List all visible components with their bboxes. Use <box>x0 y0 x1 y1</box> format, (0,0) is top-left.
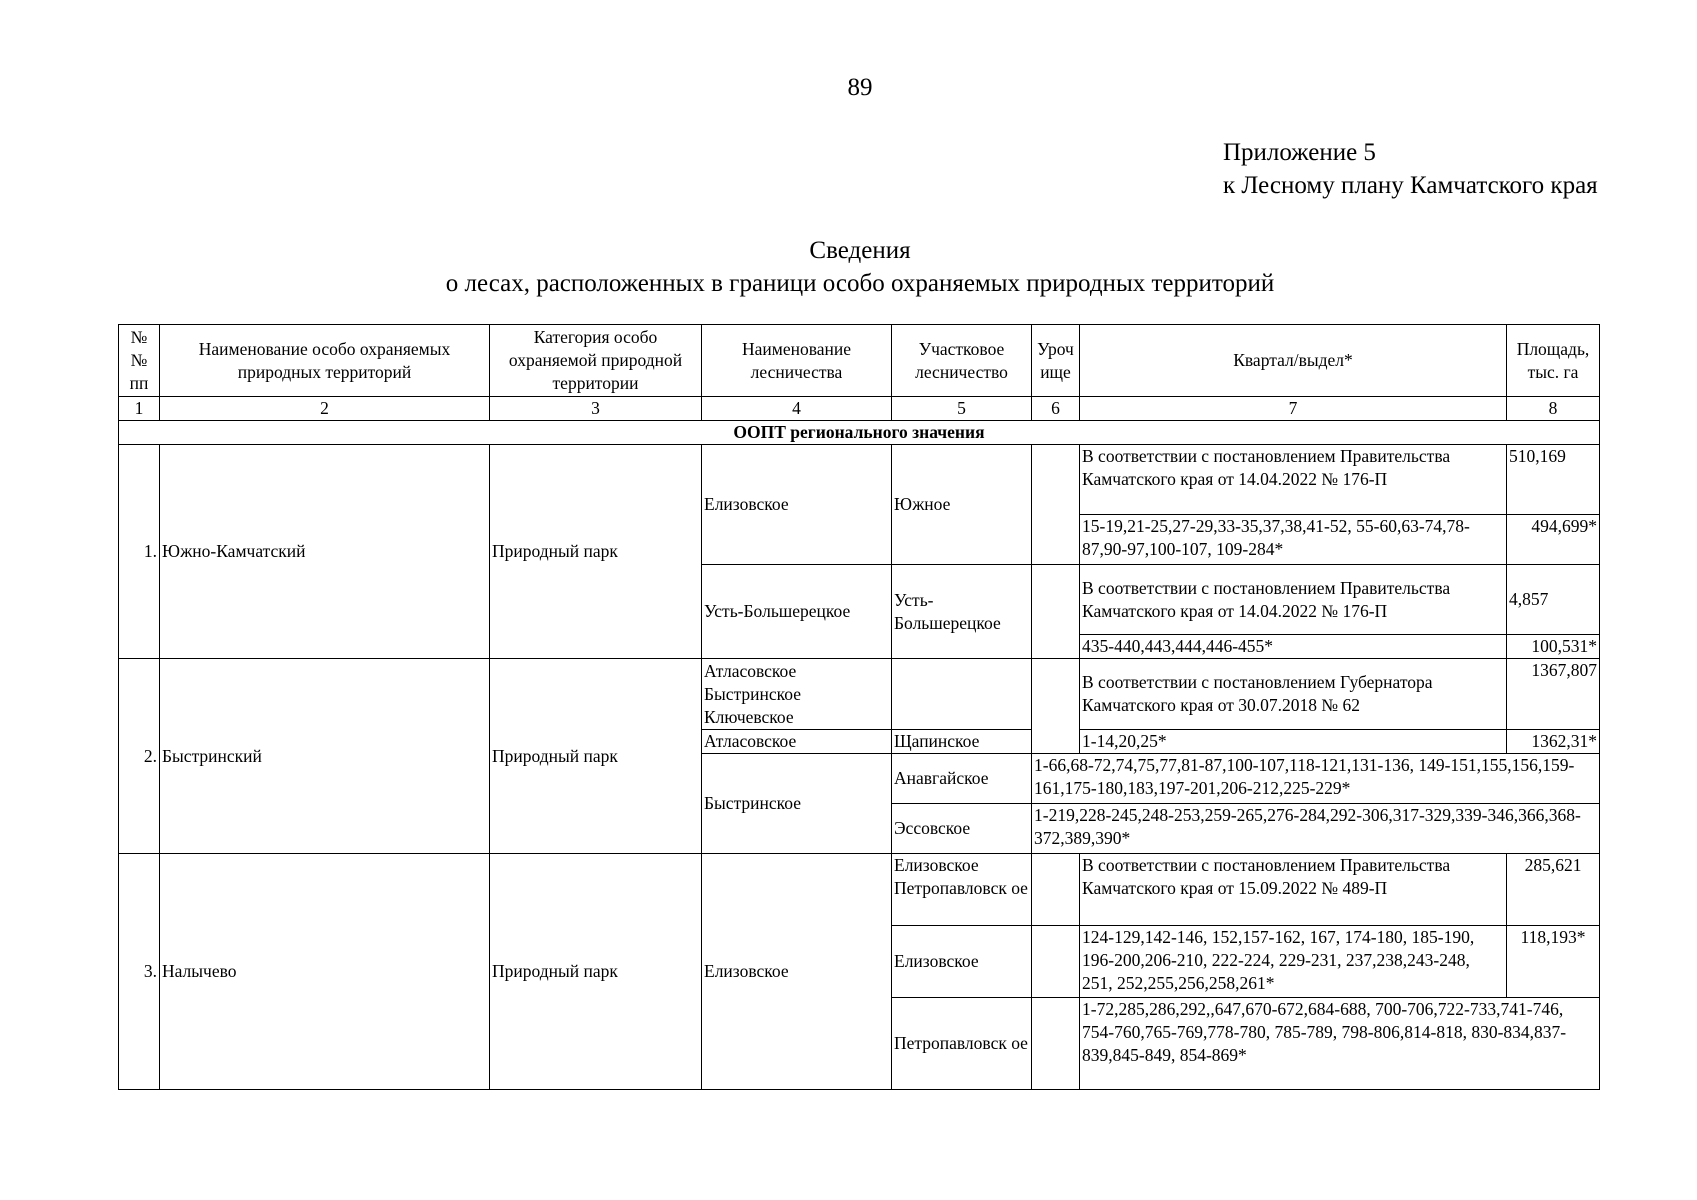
district-forestry: Петропавловск ое <box>892 998 1032 1090</box>
tract-cell <box>1032 854 1080 926</box>
district-forestry: Елизовское Петропавловск ое <box>892 854 1032 926</box>
quarter-cell: В соответствии с постановлением Правительства Камчатского края от 14.04.2022 № 176-П <box>1080 565 1507 635</box>
quarter-cell: 1-219,228-245,248-253,259-265,276-284,292-306,317-329,339-346,366,368-372,389,390* <box>1032 804 1600 854</box>
territory-category: Природный парк <box>490 854 702 1090</box>
tract-cell <box>1032 445 1080 565</box>
appendix-line-2: к Лесному плану Камчатского края <box>1223 172 1598 199</box>
column-number: 6 <box>1032 397 1080 421</box>
document-title-line-2: о лесах, расположенных в граници особо охраняемых природных территорий <box>445 270 1275 297</box>
column-number: 1 <box>119 397 160 421</box>
area-cell: 1362,31* <box>1507 730 1600 754</box>
area-cell: 510,169 <box>1507 445 1600 515</box>
district-forestry <box>892 659 1032 730</box>
quarter-cell: 1-66,68-72,74,75,77,81-87,100-107,118-121,131-136, 149-151,155,156,159-161,175-180,183,197-201,206-212,225-229* <box>1032 754 1600 804</box>
district-forestry: Елизовское <box>892 926 1032 998</box>
territory-category: Природный парк <box>490 659 702 854</box>
area-cell: 1367,807 <box>1507 659 1600 730</box>
quarter-cell: 435-440,443,444,446-455* <box>1080 635 1507 659</box>
forestry-name: Атласовское <box>702 730 892 754</box>
quarter-cell: 1-72,285,286,292,,647,670-672,684-688, 700-706,722-733,741-746, 754-760,765-769,778-780, 785-789, 798-806,814-818, 830-834,837-839,845-849, 854-869* <box>1080 998 1600 1090</box>
forestry-name: Елизовское <box>702 445 892 565</box>
quarter-cell: 1-14,20,25* <box>1080 730 1507 754</box>
column-number-row <box>119 397 1600 421</box>
appendix-header <box>1223 136 1598 202</box>
header-cell-number: № № пп <box>119 325 160 397</box>
column-number: 2 <box>160 397 490 421</box>
forestry-name: Елизовское <box>702 854 892 1090</box>
forestry-name: Атласовское Быстринское Ключевское <box>702 659 892 730</box>
quarter-cell: В соответствии с постановлением Губернатора Камчатского края от 30.07.2018 № 62 <box>1080 659 1507 730</box>
column-number: 8 <box>1507 397 1600 421</box>
forestry-name: Быстринское <box>702 754 892 854</box>
table-row <box>119 445 1600 515</box>
section-row <box>119 421 1600 445</box>
table-row <box>119 854 1600 926</box>
row-number: 2. <box>119 659 160 854</box>
column-number: 7 <box>1080 397 1507 421</box>
header-cell-forestry: Наименование лесничества <box>702 325 892 397</box>
section-title: ООПТ регионального значения <box>119 421 1600 445</box>
territory-name: Быстринский <box>160 659 490 854</box>
header-cell-territory-name: Наименование особо охраняемых природных территорий <box>160 325 490 397</box>
document-title <box>0 234 1697 300</box>
area-cell: 100,531* <box>1507 635 1600 659</box>
document-title-line-1: Сведения <box>809 237 911 264</box>
district-forestry: Усть-Большерецкое <box>892 565 1032 659</box>
area-cell: 285,621 <box>1507 854 1600 926</box>
district-forestry: Щапинское <box>892 730 1032 754</box>
header-cell-tract: Уроч ище <box>1032 325 1080 397</box>
territory-name: Налычево <box>160 854 490 1090</box>
row-number: 3. <box>119 854 160 1090</box>
column-number: 4 <box>702 397 892 421</box>
tract-cell <box>1032 926 1080 998</box>
table-header-row <box>119 325 1600 397</box>
appendix-line-1: Приложение 5 <box>1223 139 1376 166</box>
area-cell: 118,193* <box>1507 926 1600 998</box>
quarter-cell: В соответствии с постановлением Правительства Камчатского края от 15.09.2022 № 489-П <box>1080 854 1507 926</box>
tract-cell <box>1032 659 1080 754</box>
quarter-cell: В соответствии с постановлением Правительства Камчатского края от 14.04.2022 № 176-П <box>1080 445 1507 515</box>
header-cell-area: Площадь, тыс. га <box>1507 325 1600 397</box>
district-forestry: Южное <box>892 445 1032 565</box>
header-cell-district-forestry: Участковое лесничество <box>892 325 1032 397</box>
header-cell-category: Категория особо охраняемой природной территории <box>490 325 702 397</box>
column-number: 3 <box>490 397 702 421</box>
forest-table <box>118 324 1600 1090</box>
quarter-cell: 15-19,21-25,27-29,33-35,37,38,41-52, 55-60,63-74,78-87,90-97,100-107, 109-284* <box>1080 515 1507 565</box>
page-number: 89 <box>847 74 873 101</box>
territory-name: Южно-Камчатский <box>160 445 490 659</box>
district-forestry: Эссовское <box>892 804 1032 854</box>
area-cell: 494,699* <box>1507 515 1600 565</box>
header-cell-quarter: Квартал/выдел* <box>1080 325 1507 397</box>
row-number: 1. <box>119 445 160 659</box>
table-row <box>119 659 1600 730</box>
tract-cell <box>1032 565 1080 659</box>
tract-cell <box>1032 998 1080 1090</box>
forestry-name: Усть-Большерецкое <box>702 565 892 659</box>
quarter-cell: 124-129,142-146, 152,157-162, 167, 174-180, 185-190, 196-200,206-210, 222-224, 229-231, 237,238,243-248, 251, 252,255,256,258,261* <box>1080 926 1507 998</box>
area-cell: 4,857 <box>1507 565 1600 635</box>
column-number: 5 <box>892 397 1032 421</box>
territory-category: Природный парк <box>490 445 702 659</box>
district-forestry: Анавгайское <box>892 754 1032 804</box>
